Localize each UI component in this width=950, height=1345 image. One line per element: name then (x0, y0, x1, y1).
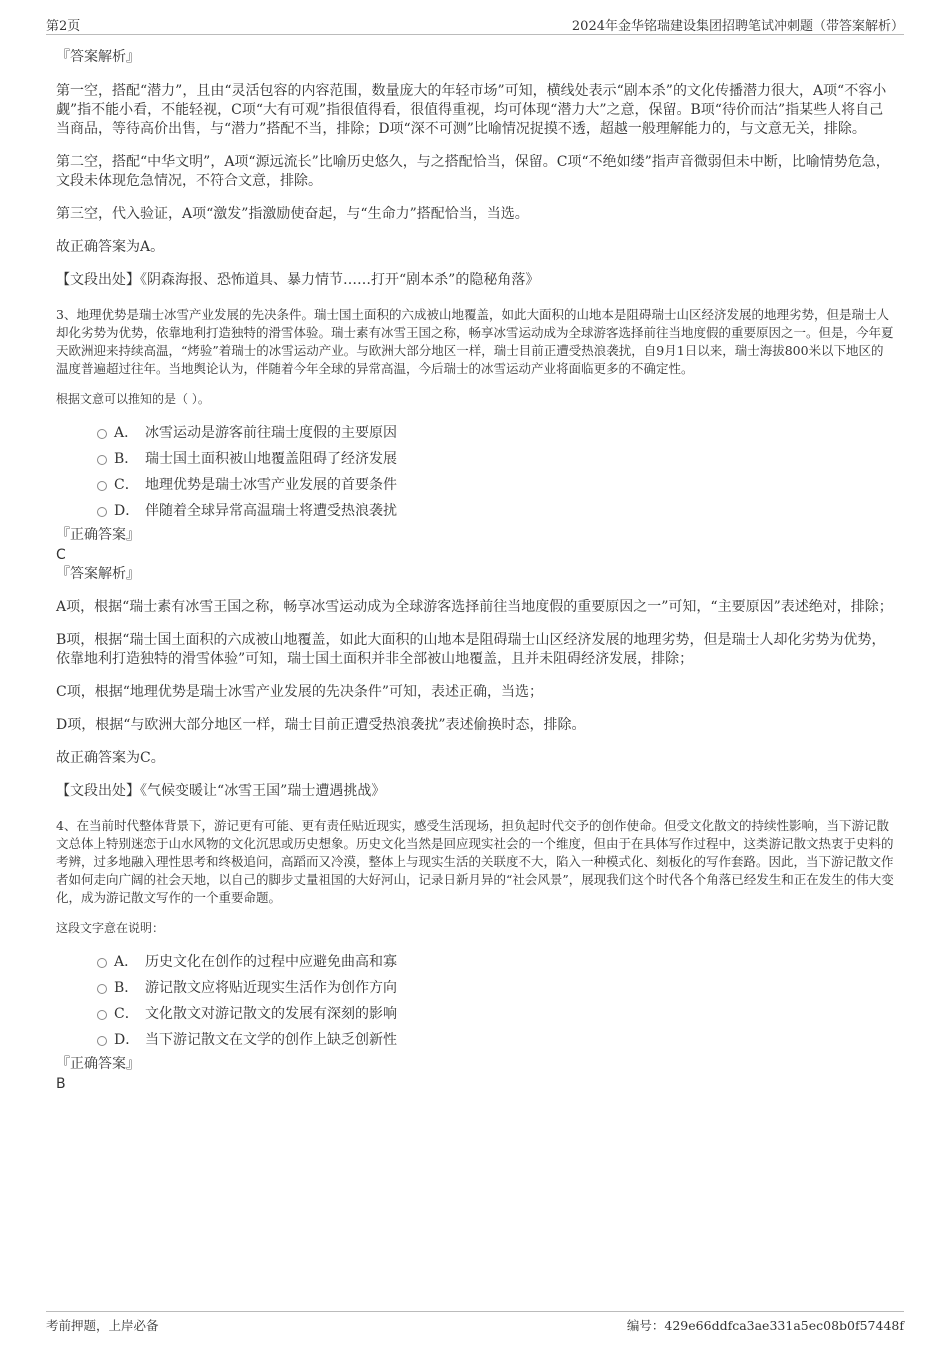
analysis-title: 『答案解析』 (56, 566, 140, 582)
options-list (56, 951, 894, 1055)
option-text: 当下游记散文在文学的创作上缺乏创新性 (145, 1032, 397, 1048)
option-d[interactable] (56, 500, 894, 526)
option-letter: B． (114, 980, 139, 996)
answer-title: 『正确答案』 (56, 527, 140, 543)
page-footer (46, 1311, 904, 1333)
radio-icon[interactable] (97, 481, 107, 491)
question-text: 3、地理优势是瑞士冰雪产业发展的先决条件。瑞士国土面积的六成被山地覆盖，如此大面积的山地本是阻碍瑞士山区经济发展的地理劣势，但是瑞士人却化劣势为优势，依靠地利打造独特的滑雪体验。瑞士素有冰雪王国之称，畅享冰雪运动成为全球游客选择前往当地度假的重要原因之一。但是，今年夏天欧洲迎来持续高温，“烤验”着瑞士的冰雪运动产业。与欧洲大部分地区一样，瑞士目前正遭受热浪袭扰，自9月1日以来，瑞士海拔800米以下地区的温度普遍超过往年。当地舆论认为，伴随着今年全球的异常高温，今后瑞士的冰雪运动产业将面临更多的不确定性。 (56, 307, 894, 376)
document-id: 编号：429e66ddfca3ae331a5ec08b0f57448f (626, 1318, 904, 1333)
option-a[interactable] (56, 951, 894, 977)
option-text: 瑞士国土面积被山地覆盖阻碍了经济发展 (145, 451, 397, 467)
analysis-paragraph: D项，根据“与欧洲大部分地区一样，瑞士目前正遭受热浪袭扰”表述偷换时态，排除。 (56, 717, 586, 733)
option-letter: D． (114, 503, 140, 519)
option-letter: B． (114, 451, 139, 467)
source-citation: 【文段出处】《气候变暖让“冰雪王国”瑞士遭遇挑战》 (56, 783, 386, 799)
question-prompt: 这段文字意在说明： (56, 921, 165, 935)
radio-icon[interactable] (97, 1036, 107, 1046)
option-text: 地理优势是瑞士冰雪产业发展的首要条件 (145, 477, 397, 493)
correct-answer: C (56, 547, 66, 563)
option-a[interactable] (56, 422, 894, 448)
source-citation: 【文段出处】《阴森海报、恐怖道具、暴力情节……打开“剧本杀”的隐秘角落》 (56, 272, 540, 288)
option-c[interactable] (56, 474, 894, 500)
radio-icon[interactable] (97, 984, 107, 994)
question-text: 4、在当前时代整体背景下，游记更有可能、更有责任贴近现实，感受生活现场，担负起时代交予的创作使命。但受文化散文的持续性影响，当下游记散文总体上特别迷恋于山水风物的文化沉思或历史想象。历史文化当然是回应现实社会的一个维度，但由于在具体写作过程中，这类游记散文热衷于史料的考辨，过多地融入理性思考和终极追问，高蹈而又冷漠，整体上与现实生活的关联度不大，陷入一种模式化、刻板化的写作套路。因此，当下游记散文作者如何走向广阔的社会天地，以自己的脚步丈量祖国的大好河山，记录日新月异的“社会风景”，展现我们这个时代各个角落已经发生和正在发生的伟大变化，成为游记散文写作的一个重要命题。 (56, 818, 894, 905)
document-title: 2024年金华铭瑞建设集团招聘笔试冲刺题（带答案解析） (571, 19, 904, 34)
answer-title: 『正确答案』 (56, 1056, 140, 1072)
option-letter: C． (114, 1006, 139, 1022)
analysis-paragraph: C项，根据“地理优势是瑞士冰雪产业发展的先决条件”可知，表述正确，当选； (56, 684, 544, 700)
question-prompt: 根据文意可以推知的是（ ）。 (56, 392, 210, 406)
radio-icon[interactable] (97, 455, 107, 465)
option-letter: D． (114, 1032, 140, 1048)
options-list (56, 422, 894, 526)
option-text: 历史文化在创作的过程中应避免曲高和寡 (145, 954, 397, 970)
option-letter: A． (114, 954, 139, 970)
radio-icon[interactable] (97, 958, 107, 968)
radio-icon[interactable] (97, 507, 107, 517)
analysis-paragraph: 第二空，搭配“中华文明”，A项“源远流长”比喻历史悠久，与之搭配恰当，保留。C项“不绝如缕”指声音微弱但未中断，比喻情势危急，文段未体现危急情况，不符合文意，排除。 (56, 154, 890, 189)
correct-answer: B (56, 1076, 66, 1092)
footer-slogan: 考前押题，上岸必备 (46, 1318, 159, 1333)
option-letter: A． (114, 425, 139, 441)
radio-icon[interactable] (97, 1010, 107, 1020)
option-d[interactable] (56, 1029, 894, 1055)
analysis-paragraph: 第一空，搭配“潜力”，且由“灵活包容的内容范围，数量庞大的年轻市场”可知，横线处表示“剧本杀”的文化传播潜力很大，A项“不容小觑”指不能小看，不能轻视，C项“大有可观”指很值得看，很值得重视，均可体现“潜力大”之意，保留。B项“待价而沽”指某些人将自己当商品，等待高价出售，与“潜力”搭配不当，排除；D项“深不可测”比喻情况捉摸不透，超越一般理解能力的，与文意无关，排除。 (56, 83, 887, 137)
page-number: 第2页 (46, 19, 81, 34)
radio-icon[interactable] (97, 429, 107, 439)
final-answer: 故正确答案为C。 (56, 750, 165, 766)
analysis-paragraph: 第三空，代入验证，A项“激发”指激励使奋起，与“生命力”搭配恰当，当选。 (56, 206, 529, 222)
option-c[interactable] (56, 1003, 894, 1029)
page-header (46, 12, 904, 35)
main-content (56, 46, 894, 1093)
analysis-paragraph: B项，根据“瑞士国土面积的六成被山地覆盖，如此大面积的山地本是阻碍瑞士山区经济发展的地理劣势，但是瑞士人却化劣势为优势，依靠地利打造独特的滑雪体验”可知，瑞士国土面积并非全部被山地覆盖，且并未阻碍经济发展，排除； (56, 632, 886, 667)
option-b[interactable] (56, 977, 894, 1003)
option-b[interactable] (56, 448, 894, 474)
option-text: 游记散文应将贴近现实生活作为创作方向 (145, 980, 397, 996)
option-text: 文化散文对游记散文的发展有深刻的影响 (145, 1006, 397, 1022)
analysis-paragraph: A项，根据“瑞士素有冰雪王国之称，畅享冰雪运动成为全球游客选择前往当地度假的重要原因之一”可知，“主要原因”表述绝对，排除； (56, 599, 893, 615)
option-text: 伴随着全球异常高温瑞士将遭受热浪袭扰 (145, 503, 397, 519)
analysis-title: 『答案解析』 (56, 49, 140, 65)
option-letter: C． (114, 477, 139, 493)
option-text: 冰雪运动是游客前往瑞士度假的主要原因 (145, 425, 397, 441)
final-answer: 故正确答案为A。 (56, 239, 165, 255)
